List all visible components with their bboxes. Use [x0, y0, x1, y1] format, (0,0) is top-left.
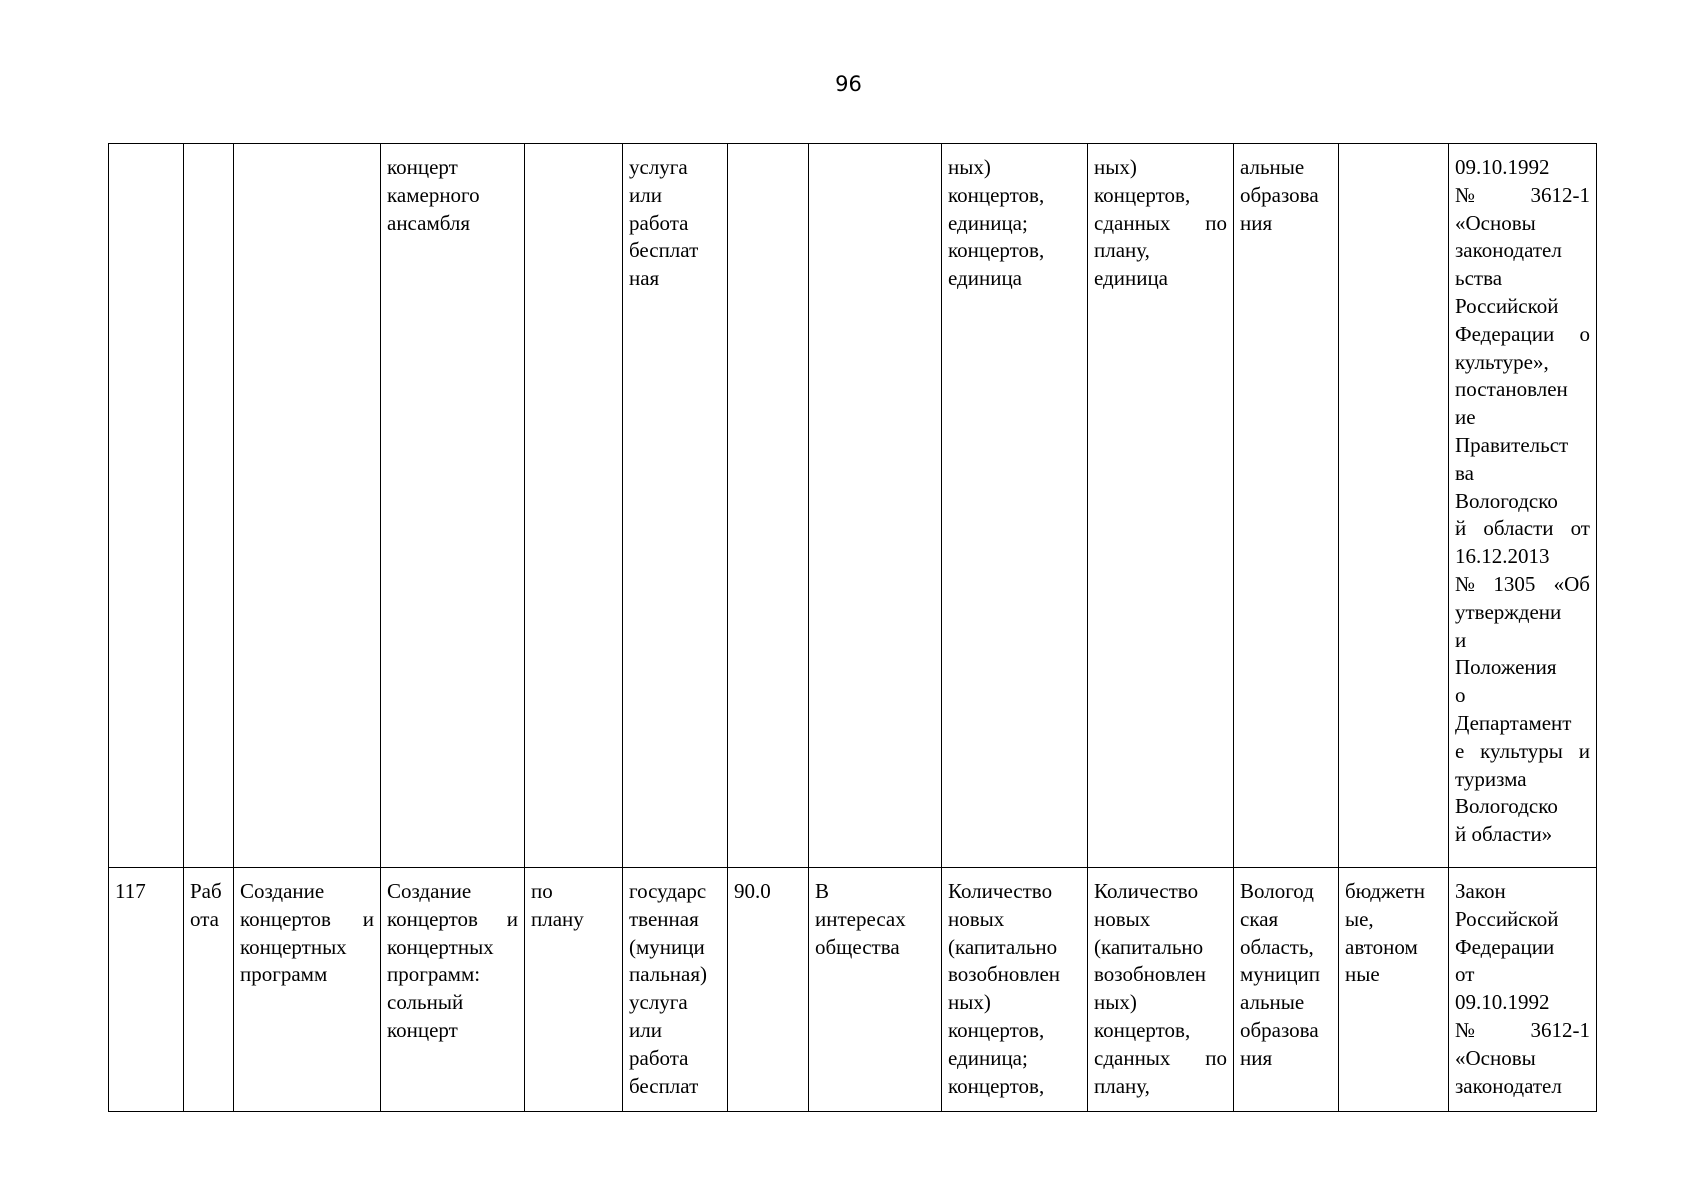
cell-word: й — [1455, 516, 1467, 541]
cell-word: и — [1578, 738, 1590, 763]
page-number: 96 — [835, 72, 862, 96]
cell-line: концертов, — [948, 182, 1045, 207]
cell-text — [387, 154, 518, 237]
cell-line: по — [531, 879, 553, 903]
cell-line: бесплат — [629, 1073, 699, 1098]
cell-line: й области» — [1455, 822, 1553, 847]
cell-service-kind — [623, 144, 728, 868]
cell-word: области — [1483, 516, 1554, 541]
cell-institution-type — [1339, 144, 1449, 868]
cell-line: ьства — [1455, 266, 1503, 291]
cell-text — [1240, 878, 1332, 1073]
cell-line: туризма — [1455, 766, 1527, 791]
cell-text — [734, 878, 802, 906]
cell-word: концертов — [387, 906, 478, 931]
cell-number — [109, 868, 184, 1112]
cell-recipients — [1234, 144, 1339, 868]
cell-line: или — [629, 182, 662, 207]
cell-line: (капитально — [1094, 934, 1204, 959]
cell-line: новых — [1094, 906, 1151, 931]
cell-line: концерт — [387, 1017, 458, 1042]
cell-text — [531, 878, 616, 934]
cell-line: возобновлен — [948, 962, 1061, 987]
cell-text — [629, 878, 721, 1100]
cell-line: государс — [629, 879, 707, 903]
cell-line: ная — [629, 266, 660, 291]
cell-name — [234, 144, 381, 868]
cell-text — [115, 878, 177, 906]
cell-line — [387, 906, 518, 934]
cell-line — [1455, 515, 1590, 543]
cell-line: ота — [190, 906, 219, 931]
cell-word: культуры — [1480, 738, 1563, 763]
cell-line: культуре», — [1455, 349, 1549, 374]
cell-line: бесплат — [629, 238, 699, 263]
cell-conditions — [525, 144, 623, 868]
cell-line: законодател — [1455, 238, 1562, 263]
cell-line: единица; — [948, 210, 1028, 235]
cell-line: единица; — [948, 1045, 1028, 1070]
cell-word: «Об — [1553, 571, 1590, 596]
cell-line: ных) — [1094, 990, 1137, 1015]
cell-line: ных) — [948, 155, 991, 179]
cell-line: камерного — [387, 182, 480, 207]
cell-line — [1455, 1017, 1590, 1045]
cell-line: образова — [1240, 1017, 1319, 1042]
cell-line: услуга — [629, 155, 688, 179]
cell-word: и — [506, 906, 518, 931]
cell-word: сданных — [1094, 210, 1171, 235]
cell-line: Правительст — [1455, 432, 1569, 457]
cell-line: Создание — [387, 879, 472, 903]
cell-text — [387, 878, 518, 1045]
cell-line: альные — [1240, 155, 1305, 179]
cell-line: сольный — [387, 990, 464, 1015]
cell-line: бюджетн — [1345, 879, 1425, 903]
cell-line: 117 — [115, 879, 146, 903]
cell-line: (муници — [629, 934, 705, 959]
cell-name — [234, 868, 381, 1112]
cell-line: концерт — [387, 155, 458, 179]
cell-word: от — [1570, 516, 1590, 541]
cell-content — [381, 868, 525, 1112]
cell-code — [728, 144, 809, 868]
cell-legal-basis — [1449, 144, 1597, 868]
cell-line: ных) — [948, 990, 991, 1015]
cell-line: возобновлен — [1094, 962, 1207, 987]
cell-word: о — [1579, 321, 1590, 346]
cell-text — [815, 878, 935, 961]
cell-line: ская — [1240, 906, 1279, 931]
cell-line: ые, — [1345, 906, 1374, 931]
cell-line: «Основы — [1455, 1045, 1536, 1070]
cell-line: услуга — [629, 990, 688, 1015]
cell-line: программ — [240, 962, 328, 987]
cell-line — [1094, 1045, 1227, 1073]
cell-text — [948, 154, 1081, 293]
cell-line: концертов, — [948, 1073, 1045, 1098]
cell-line: Вологодско — [1455, 488, 1558, 513]
cell-line: ния — [1240, 210, 1273, 235]
cell-text — [1094, 154, 1227, 293]
cell-line: ие — [1455, 405, 1476, 430]
cell-line — [1455, 321, 1590, 349]
cell-line — [1455, 571, 1590, 599]
cell-word: 3612-1 — [1530, 182, 1590, 207]
cell-line: твенная — [629, 906, 699, 931]
cell-line: (капитально — [948, 934, 1058, 959]
cell-word: и — [362, 906, 374, 931]
cell-line: единица — [1094, 266, 1169, 291]
cell-institution-type — [1339, 868, 1449, 1112]
cell-line: ансамбля — [387, 210, 471, 235]
cell-line: образова — [1240, 182, 1319, 207]
cell-line: интересах — [815, 906, 906, 931]
cell-type — [184, 868, 234, 1112]
cell-line: 16.12.2013 — [1455, 544, 1550, 569]
cell-recipients — [1234, 868, 1339, 1112]
cell-line: работа — [629, 1045, 689, 1070]
cell-word: 1305 — [1493, 571, 1536, 596]
cell-word: сданных — [1094, 1045, 1171, 1070]
cell-code — [728, 868, 809, 1112]
cell-text — [1455, 154, 1590, 849]
cell-content — [381, 144, 525, 868]
cell-indicator-quality — [942, 868, 1088, 1112]
cell-line: или — [629, 1017, 662, 1042]
cell-word: по — [1205, 210, 1227, 235]
cell-line — [240, 906, 374, 934]
cell-line: 09.10.1992 — [1455, 155, 1550, 179]
cell-line: плану, — [1094, 238, 1150, 263]
cell-line: Положения — [1455, 655, 1557, 680]
cell-line: концертов, — [948, 1017, 1045, 1042]
cell-line: Создание — [240, 879, 325, 903]
cell-text — [240, 878, 374, 989]
cell-text — [1240, 154, 1332, 237]
cell-line: Раб — [190, 879, 222, 903]
cell-line — [1094, 210, 1227, 238]
cell-line: альные — [1240, 990, 1305, 1015]
cell-line: автоном — [1345, 934, 1418, 959]
cell-number — [109, 144, 184, 868]
cell-line — [1455, 738, 1590, 766]
cell-line: новых — [948, 906, 1005, 931]
cell-word: е — [1455, 738, 1465, 763]
cell-line: ва — [1455, 460, 1474, 485]
cell-word: № — [1455, 182, 1476, 207]
cell-text — [1345, 878, 1442, 989]
cell-text — [190, 878, 227, 934]
cell-line — [1455, 182, 1590, 210]
cell-line: концертов, — [1094, 1017, 1191, 1042]
cell-line: муницип — [1240, 962, 1320, 987]
cell-word: № — [1455, 571, 1476, 596]
cell-interests — [809, 868, 942, 1112]
cell-line: «Основы — [1455, 210, 1536, 235]
cell-line: утверждени — [1455, 599, 1562, 624]
cell-line: от — [1455, 962, 1475, 987]
cell-indicator-volume — [1088, 144, 1234, 868]
cell-line: концертных — [387, 934, 494, 959]
cell-word: Федерации — [1455, 321, 1555, 346]
cell-line: единица — [948, 266, 1023, 291]
cell-line: Вологодско — [1455, 794, 1558, 819]
cell-line: Федерации — [1455, 934, 1555, 959]
cell-line: концертов, — [1094, 182, 1191, 207]
cell-text — [1094, 878, 1227, 1100]
cell-line: Российской — [1455, 293, 1559, 318]
cell-line: концертов, — [948, 238, 1045, 263]
cell-line: В — [815, 879, 830, 903]
cell-indicator-quality — [942, 144, 1088, 868]
cell-line: о — [1455, 683, 1466, 708]
cell-line: и — [1455, 627, 1467, 652]
table-row — [109, 144, 1597, 868]
cell-line: плану — [531, 906, 584, 931]
cell-line: Российской — [1455, 906, 1559, 931]
cell-line: Департамент — [1455, 710, 1572, 735]
cell-text — [629, 154, 721, 293]
cell-line: программ: — [387, 962, 481, 987]
cell-line: 09.10.1992 — [1455, 990, 1550, 1015]
cell-line: 90.0 — [734, 879, 771, 903]
table-row — [109, 868, 1597, 1112]
cell-line: плану, — [1094, 1073, 1150, 1098]
cell-text — [948, 878, 1081, 1100]
cell-line: пальная) — [629, 962, 708, 987]
cell-text — [1455, 878, 1590, 1100]
cell-legal-basis — [1449, 868, 1597, 1112]
cell-line: ния — [1240, 1045, 1273, 1070]
cell-line: работа — [629, 210, 689, 235]
cell-line: общества — [815, 934, 900, 959]
cell-line: Количество — [1094, 879, 1199, 903]
cell-line: ных) — [1094, 155, 1137, 179]
cell-line: область, — [1240, 934, 1314, 959]
cell-word: по — [1205, 1045, 1227, 1070]
cell-line: Вологод — [1240, 879, 1314, 903]
cell-type — [184, 144, 234, 868]
cell-line: ные — [1345, 962, 1380, 987]
cell-line: Количество — [948, 879, 1053, 903]
cell-line: постановлен — [1455, 377, 1568, 402]
cell-conditions — [525, 868, 623, 1112]
cell-line: концертных — [240, 934, 347, 959]
cell-word: 3612-1 — [1530, 1017, 1590, 1042]
document-table — [108, 143, 1597, 1112]
cell-line: законодател — [1455, 1073, 1562, 1098]
cell-interests — [809, 144, 942, 868]
cell-indicator-volume — [1088, 868, 1234, 1112]
cell-service-kind — [623, 868, 728, 1112]
cell-word: концертов — [240, 906, 331, 931]
cell-word: № — [1455, 1017, 1476, 1042]
cell-line: Закон — [1455, 879, 1506, 903]
